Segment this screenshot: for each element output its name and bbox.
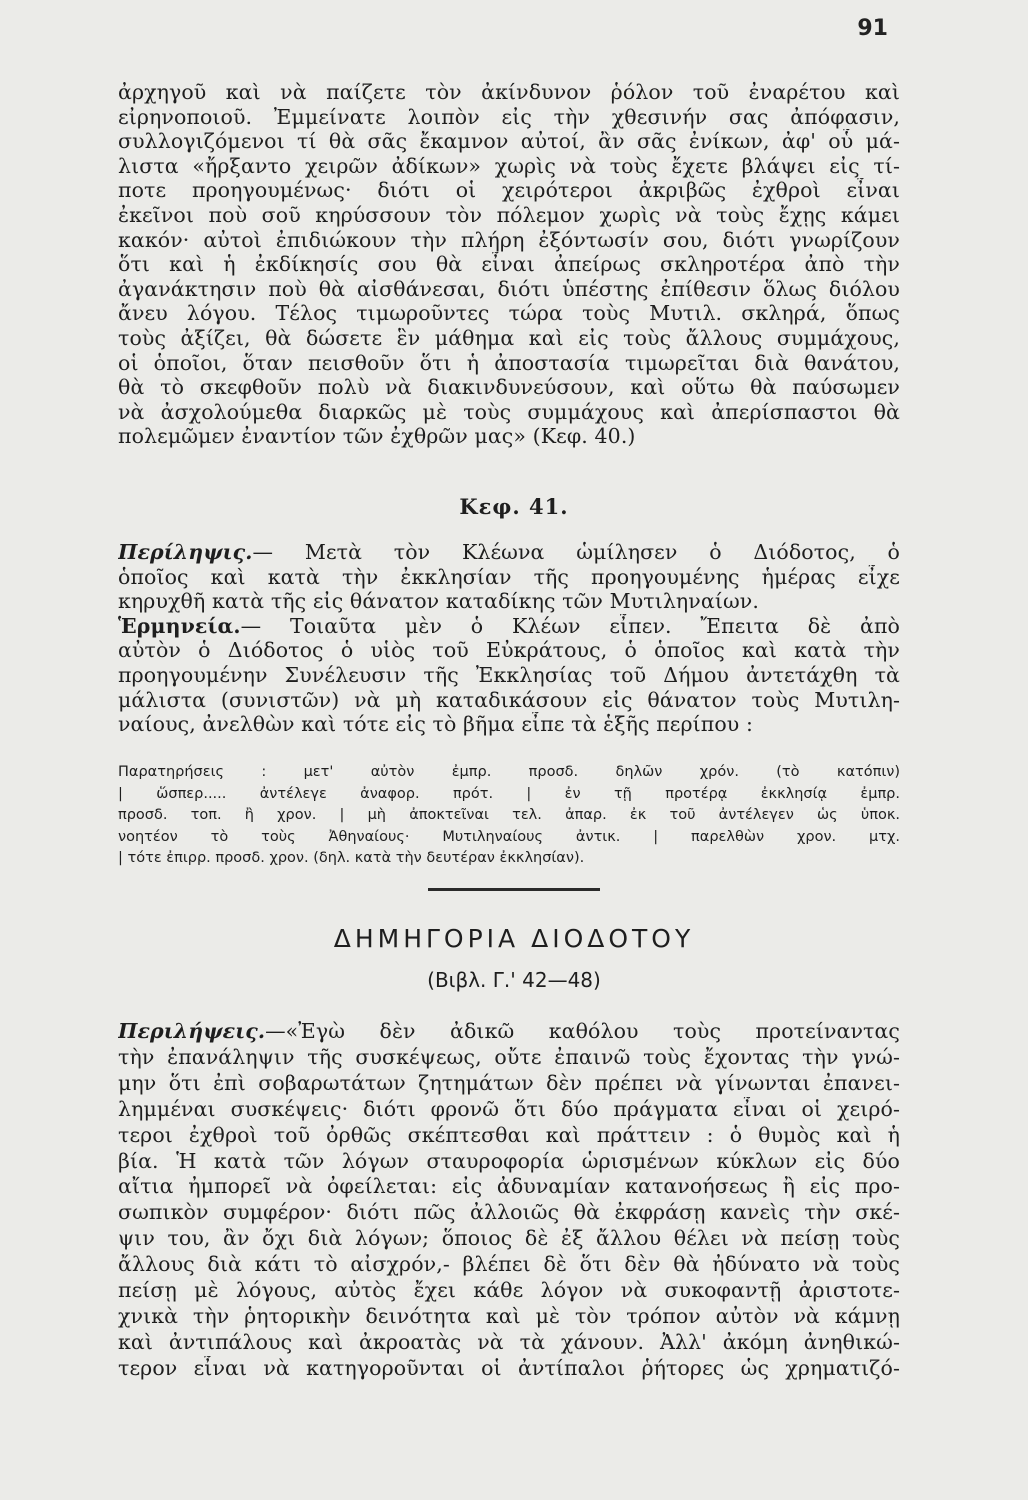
interpretation-text: — Τοιαῦτα μὲν ὁ Κλέων εἶπεν. Ἔπειτα δὲ ἀπὸ bbox=[240, 613, 900, 638]
text-line: νὰ ἀσχολούμεθα διαρκῶς μὲ τοὺς συμμάχους καὶ ἀπερίσπαστοι θὰ bbox=[118, 399, 900, 424]
speech-summary-label: Περιλήψεις. bbox=[118, 1019, 266, 1043]
text-line: κακόν· αὐτοὶ ἐπιδιώκουν τὴν πλήρη ἐξόντωσίν σου, διότι γνωρίζουν bbox=[118, 227, 900, 252]
text-line: ἄνευ λόγου. Τέλος τιμωροῦντες τώρα τοὺς Μυτιλ. σκληρά, ὅπως bbox=[118, 301, 900, 326]
text-line: λιστα «ἤρξαντο χειρῶν ἀδίκων» χωρὶς νὰ τοὺς ἔχετε βλάψει εἰς τί- bbox=[118, 153, 900, 178]
text-line: συλλογιζόμενοι τί θὰ σᾶς ἔκαμνον αὐτοί, ἂν σᾶς ἐνίκων, ἀφ' οὗ μά- bbox=[118, 129, 900, 154]
text-line: κηρυχθῆ κατὰ τῆς εἰς θάνατον καταδίκης τῶν Μυτιληναίων. bbox=[118, 589, 759, 614]
text-line: ποτε προηγουμένως· διότι οἱ χειρότεροι ἀκριβῶς ἐχθροὶ εἶναι bbox=[118, 178, 900, 203]
text-line: πείσῃ μὲ λόγους, αὐτὸς ἔχει κάθε λόγον νὰ συκοφαντῇ ἀριστοτε- bbox=[118, 1278, 900, 1303]
top-paragraph bbox=[118, 80, 900, 449]
section-divider bbox=[428, 888, 600, 891]
text-line: ἀρχηγοῦ καὶ νὰ παίζετε τὸν ἀκίνδυνον ῥόλον τοῦ ἐναρέτου καὶ bbox=[118, 80, 900, 104]
text-line: θὰ τὸ σκεφθοῦν πολὺ νὰ διακινδυνεύσουν, καὶ οὕτω θὰ παύσωμεν bbox=[118, 375, 900, 400]
speech-summary-text: —«Ἐγὼ δὲν ἀδικῶ καθόλου τοὺς προτείναντας bbox=[265, 1019, 900, 1043]
text-line: τερον εἶναι νὰ κατηγοροῦνται οἱ ἀντίπαλοι ῥήτορες ὡς χρηματιζό- bbox=[118, 1355, 900, 1380]
page-number: 91 bbox=[857, 16, 888, 41]
text-line: καὶ ἀντιπάλους καὶ ἀκροατὰς νὰ τὰ χάνουν. Ἀλλ' ἀκόμη ἀνηθικώ- bbox=[118, 1329, 900, 1354]
note-line: προσδ. τοπ. ἢ χρον. | μὴ ἀποκτεῖναι τελ. ἀπαρ. ἐκ τοῦ ἀντέλεγεν ὡς ὑποκ. bbox=[118, 807, 900, 824]
text-line: μάλιστα (συνιστῶν) νὰ μὴ καταδικάσουν εἰς θάνατον τοὺς Μυτιλη- bbox=[118, 687, 900, 712]
text-line: τοὺς ἀξίζει, θὰ δώσετε ἓν μάθημα καὶ εἰς τοὺς ἄλλους συμμάχους, bbox=[118, 325, 900, 350]
text-line: χνικὰ τὴν ῥητορικὴν δεινότητα καὶ μὲ τὸν τρόπον αὐτὸν νὰ κάμνῃ bbox=[118, 1303, 900, 1328]
text-line: βία. Ἡ κατὰ τῶν λόγων σταυροφορία ὡρισμένων κύκλων εἰς δύο bbox=[118, 1148, 900, 1173]
text-line: ὁποῖος καὶ κατὰ τὴν ἐκκλησίαν τῆς προηγουμένης ἡμέρας εἶχε bbox=[118, 564, 900, 589]
text-line: ἐκεῖνοι ποὺ σοῦ κηρύσσουν τὸν πόλεμον χωρὶς νὰ τοὺς ἔχῃς κάμει bbox=[118, 202, 900, 227]
text-line: ψιν του, ἂν ὄχι διὰ λόγων; ὅποιος δὲ ἐξ ἄλλου θέλει νὰ πείσῃ τοὺς bbox=[118, 1226, 900, 1251]
text-line: αἴτια ἠμπορεῖ νὰ ὀφείλεται: εἰς ἀδυναμίαν κατανοήσεως ἢ εἰς προ- bbox=[118, 1174, 900, 1199]
speech-first-line bbox=[118, 1019, 900, 1045]
text-line: ὅτι καὶ ἡ ἐκδίκησίς σου θὰ εἶναι ἀπείρως σκληροτέρα ἀπὸ τὴν bbox=[118, 252, 900, 277]
text-line: προηγουμένην Συνέλευσιν τῆς Ἐκκλησίας τοῦ Δήμου ἀντετάχθη τὰ bbox=[118, 662, 900, 687]
speech-summary bbox=[118, 1019, 900, 1382]
note-line: | τότε ἐπιρρ. προσδ. χρον. (δηλ. κατὰ τὴν δευτέραν ἐκκλησίαν). bbox=[118, 850, 585, 867]
text-line: μην ὅτι ἐπὶ σοβαρωτάτων ζητημάτων δὲν πρέπει νὰ γίνωνται ἐπανει- bbox=[118, 1070, 900, 1095]
speech-title: ΔΗΜΗΓΟΡΙΑ ΔΙΟΔΟΤΟΥ bbox=[333, 924, 695, 953]
interpretation-label: Ἑρμηνεία. bbox=[118, 613, 241, 638]
summary-and-interpretation bbox=[118, 540, 900, 737]
text-line: τὴν ἐπανάληψιν τῆς συσκέψεως, οὔτε ἐπαινῶ τοὺς ἔχοντας τὴν γνώ- bbox=[118, 1044, 900, 1069]
note-line: Παρατηρήσεις : μετ' αὐτὸν ἐμπρ. προσδ. δηλῶν χρόν. (τὸ κατόπιν) bbox=[118, 764, 900, 780]
note-line: | ὥσπερ..... ἀντέλεγε ἀναφορ. πρότ. | ἐν τῇ προτέρᾳ ἐκκλησίᾳ ἐμπρ. bbox=[118, 785, 900, 802]
text-line: ἀγανάκτησιν ποὺ θὰ αἰσθάνεσαι, διότι ὑπέστης ἐπίθεσιν ὅλως διόλου bbox=[118, 276, 900, 301]
notes-block bbox=[118, 762, 900, 870]
text-line: τεροι ἐχθροὶ τοῦ ὀρθῶς σκέπτεσθαι καὶ πράττειν : ὁ θυμὸς καὶ ἡ bbox=[118, 1122, 900, 1147]
text-line: ναίους, ἀνελθὼν καὶ τότε εἰς τὸ βῆμα εἶπε τὰ ἑξῆς περίπου : bbox=[118, 712, 753, 737]
text-line: εἰρηνοποιοῦ. Ἐμμείνατε λοιπὸν εἰς τὴν χθεσινήν σας ἀπόφασιν, bbox=[118, 104, 900, 129]
interpretation-first-line bbox=[118, 614, 900, 639]
text-line: σωπικὸν συμφέρον· διότι πῶς ἀλλοιῶς θὰ ἐκφράσῃ κανεὶς τὴν σκέ- bbox=[118, 1200, 900, 1225]
speech-reference: (Βιβλ. Γ.' 42—48) bbox=[427, 968, 601, 992]
text-line: λημμέναι συσκέψεις· διότι φρονῶ ὅτι δύο πράγματα εἶναι οἱ χειρό- bbox=[118, 1096, 900, 1121]
summary-label: Περίληψις. bbox=[118, 540, 253, 564]
summary-first-line bbox=[118, 540, 900, 565]
note-line: νοητέον τὸ τοὺς Ἀθηναίους· Μυτιληναίους ἀντικ. | παρελθὼν χρον. μτχ. bbox=[118, 828, 900, 845]
text-line: πολεμῶμεν ἐναντίον τῶν ἐχθρῶν μας» (Κεφ. 40.) bbox=[118, 424, 636, 449]
summary-text: — Μετὰ τὸν Κλέωνα ὡμίλησεν ὁ Διόδοτος, ὁ bbox=[252, 540, 900, 564]
text-line: αὐτὸν ὁ Διόδοτος ὁ υἱὸς τοῦ Εὐκράτους, ὁ ὁποῖος καὶ κατὰ τὴν bbox=[118, 638, 900, 663]
text-line: οἱ ὁποῖοι, ὅταν πεισθοῦν ὅτι ἡ ἀποστασία τιμωρεῖται διὰ θανάτου, bbox=[118, 350, 900, 375]
text-line: ἄλλους διὰ κάτι τὸ αἰσχρόν,- βλέπει δὲ ὅτι δὲν θὰ ἠδύνατο νὰ τοὺς bbox=[118, 1252, 900, 1277]
chapter-heading: Κεφ. 41. bbox=[459, 494, 569, 519]
